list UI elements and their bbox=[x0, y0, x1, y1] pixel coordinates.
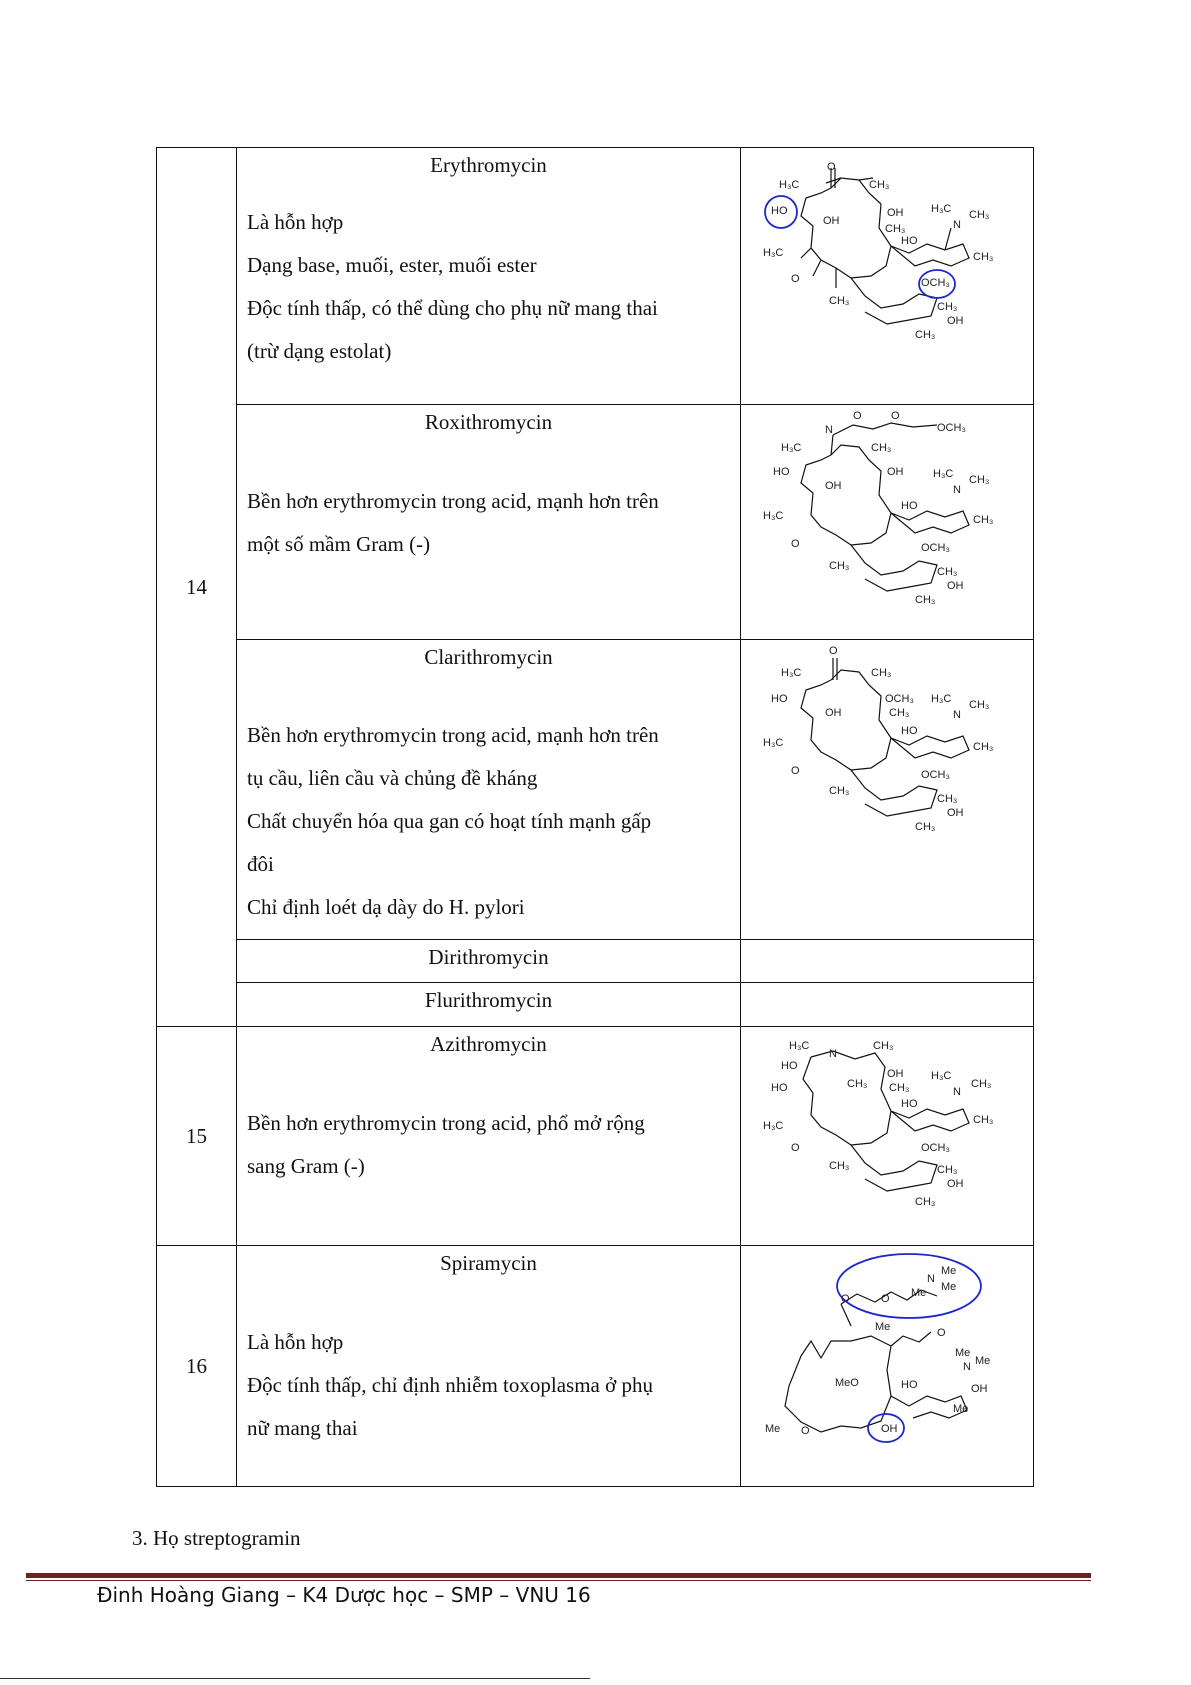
drug-name: Dirithromycin bbox=[428, 945, 549, 969]
drug-cell bbox=[237, 940, 741, 983]
chem-label: MeO bbox=[835, 1377, 859, 1389]
structure-cell bbox=[741, 148, 1034, 405]
drug-note: Bền hơn erythromycin trong acid, mạnh hơn trên bbox=[247, 489, 659, 513]
drug-table bbox=[156, 147, 1034, 1487]
chem-label: O bbox=[829, 645, 838, 657]
chem-label: CH₃ bbox=[915, 1196, 936, 1208]
chem-label: OH bbox=[947, 807, 964, 819]
roxithromycin-structure-image bbox=[741, 405, 1033, 639]
chem-label: N bbox=[829, 1048, 837, 1060]
drug-note: Độc tính thấp, chỉ định nhiễm toxoplasma ở phụ bbox=[247, 1373, 653, 1397]
chem-label: CH₃ bbox=[973, 251, 994, 263]
chem-label: CH₃ bbox=[973, 1114, 994, 1126]
structure-cell bbox=[741, 640, 1034, 940]
chem-label: O bbox=[841, 1293, 850, 1305]
drug-note: nữ mang thai bbox=[247, 1416, 358, 1440]
drug-name: Roxithromycin bbox=[424, 410, 553, 434]
chem-label: OCH₃ bbox=[921, 769, 950, 781]
drug-note: Bền hơn erythromycin trong acid, phổ mở rộng bbox=[247, 1111, 645, 1135]
chem-label: CH₃ bbox=[973, 741, 994, 753]
chem-label: CH₃ bbox=[871, 667, 892, 679]
chem-label: H₃C bbox=[931, 693, 952, 705]
chem-label: O bbox=[791, 1142, 800, 1154]
table-row bbox=[157, 640, 1034, 940]
chem-label: H₃C bbox=[789, 1040, 810, 1052]
chem-label: CH₃ bbox=[869, 179, 890, 191]
chem-label: Me bbox=[941, 1281, 957, 1293]
table-row bbox=[157, 1246, 1034, 1487]
chem-label: CH₃ bbox=[971, 1078, 992, 1090]
chem-label: HO bbox=[901, 1379, 918, 1391]
drug-note: đôi bbox=[247, 852, 274, 876]
drug-note: Chất chuyển hóa qua gan có hoạt tính mạnh gấp bbox=[247, 809, 652, 833]
drug-note: (trừ dạng estolat) bbox=[247, 339, 392, 363]
chem-label: O bbox=[881, 1293, 890, 1305]
page-footer: Đinh Hoàng Giang – K4 Dược học – SMP – VNU 16 bbox=[97, 1583, 591, 1607]
table-row bbox=[157, 983, 1034, 1027]
chem-label: CH₃ bbox=[915, 594, 936, 606]
chem-label: O bbox=[801, 1425, 810, 1437]
drug-note: một số mầm Gram (-) bbox=[247, 532, 431, 556]
drug-cell bbox=[237, 1027, 741, 1246]
structure-cell bbox=[741, 405, 1034, 640]
drug-cell bbox=[237, 405, 741, 640]
chem-label: OCH₃ bbox=[921, 1142, 950, 1154]
chem-label: O bbox=[791, 538, 800, 550]
drug-note: tụ cầu, liên cầu và chủng đề kháng bbox=[247, 766, 538, 790]
chem-label: N bbox=[825, 424, 833, 436]
chem-label: H₃C bbox=[931, 203, 952, 215]
chem-label: N bbox=[963, 1361, 971, 1373]
chem-label: H₃C bbox=[781, 442, 802, 454]
chem-label: CH₃ bbox=[969, 209, 990, 221]
drug-name: Azithromycin bbox=[430, 1032, 547, 1056]
chem-label: H₃C bbox=[781, 667, 802, 679]
chem-label: Me bbox=[765, 1423, 781, 1435]
chem-label: CH₃ bbox=[937, 301, 958, 313]
chem-label: CH₃ bbox=[915, 329, 936, 341]
chem-label: HO bbox=[771, 693, 788, 705]
chem-label: H₃C bbox=[779, 179, 800, 191]
drug-cell bbox=[237, 983, 741, 1027]
chem-label: CH₃ bbox=[937, 793, 958, 805]
drug-cell bbox=[237, 1246, 741, 1487]
chem-label: N bbox=[927, 1273, 935, 1285]
chem-label: CH₃ bbox=[937, 1164, 958, 1176]
chem-label: HO bbox=[901, 1098, 918, 1110]
chem-label: Me bbox=[911, 1287, 927, 1299]
group-number: 16 bbox=[157, 1246, 237, 1487]
chem-label: O bbox=[791, 765, 800, 777]
drug-note: Là hỗn hợp bbox=[247, 1330, 344, 1354]
chem-label: OH bbox=[947, 315, 964, 327]
drug-name: Spiramycin bbox=[440, 1251, 537, 1275]
chem-label: CH₃ bbox=[873, 1040, 894, 1052]
chem-label: OCH₃ bbox=[937, 422, 966, 434]
chem-label: Me bbox=[941, 1265, 957, 1277]
chem-label: CH₃ bbox=[885, 223, 906, 235]
chem-label: CH₃ bbox=[871, 442, 892, 454]
chem-label: N bbox=[953, 484, 961, 496]
chem-label: OCH₃ bbox=[921, 277, 950, 289]
chem-label: CH₃ bbox=[829, 560, 850, 572]
drug-cell bbox=[237, 640, 741, 940]
chem-label: O bbox=[853, 410, 862, 422]
footer-rule bbox=[26, 1573, 1091, 1578]
structure-cell bbox=[741, 1246, 1034, 1487]
chem-label: N bbox=[953, 1086, 961, 1098]
chem-label: CH₃ bbox=[969, 474, 990, 486]
table-row bbox=[157, 1027, 1034, 1246]
chem-label: CH₃ bbox=[889, 707, 910, 719]
chem-label: OH bbox=[881, 1423, 898, 1435]
footer-rule-thin bbox=[26, 1580, 1091, 1581]
page-bottom-line bbox=[0, 1678, 590, 1679]
structure-cell bbox=[741, 983, 1034, 1027]
chem-label: OH bbox=[971, 1383, 988, 1395]
chem-label: HO bbox=[781, 1060, 798, 1072]
group-number: 14 bbox=[157, 148, 237, 1027]
table-row bbox=[157, 148, 1034, 405]
chem-label: HO bbox=[901, 235, 918, 247]
chem-label: CH₃ bbox=[889, 1082, 910, 1094]
chem-label: CH₃ bbox=[915, 821, 936, 833]
section-heading: 3. Họ streptogramin bbox=[132, 1526, 301, 1550]
chem-label: N bbox=[953, 709, 961, 721]
chem-label: OH bbox=[947, 580, 964, 592]
chem-label: H₃C bbox=[763, 510, 784, 522]
chem-label: OH bbox=[947, 1178, 964, 1190]
group-number: 15 bbox=[157, 1027, 237, 1246]
chem-label: O bbox=[891, 410, 900, 422]
chem-label: Me bbox=[955, 1347, 971, 1359]
drug-name: Erythromycin bbox=[430, 153, 547, 177]
chem-label: O bbox=[937, 1327, 946, 1339]
drug-note: Dạng base, muối, ester, muối ester bbox=[247, 253, 537, 277]
chem-label: HO bbox=[901, 500, 918, 512]
drug-cell bbox=[237, 148, 741, 405]
table-row bbox=[157, 940, 1034, 983]
chem-label: HO bbox=[901, 725, 918, 737]
azithromycin-structure-image bbox=[741, 1027, 1033, 1245]
chem-label: H₃C bbox=[931, 1070, 952, 1082]
erythromycin-structure-image bbox=[741, 148, 1033, 404]
highlight-circle bbox=[837, 1254, 981, 1318]
chem-label: CH₃ bbox=[937, 566, 958, 578]
chem-label: OH bbox=[887, 466, 904, 478]
chem-label: CH₃ bbox=[829, 785, 850, 797]
chem-label: OH bbox=[825, 707, 842, 719]
chem-label: Me bbox=[875, 1321, 891, 1333]
chem-label: OH bbox=[823, 215, 840, 227]
chem-label: OH bbox=[887, 207, 904, 219]
drug-name: Clarithromycin bbox=[424, 645, 553, 669]
chem-label: H₃C bbox=[763, 737, 784, 749]
chem-label: HO bbox=[771, 205, 788, 217]
table-row bbox=[157, 405, 1034, 640]
clarithromycin-structure-image bbox=[741, 640, 1033, 939]
chem-label: OH bbox=[825, 480, 842, 492]
chem-label: Me bbox=[953, 1403, 969, 1415]
chem-label: Me bbox=[975, 1355, 991, 1367]
chem-label: HO bbox=[771, 1082, 788, 1094]
chem-label: N bbox=[953, 219, 961, 231]
drug-note: sang Gram (-) bbox=[247, 1154, 365, 1178]
chem-label: CH₃ bbox=[829, 295, 850, 307]
drug-note: Bền hơn erythromycin trong acid, mạnh hơn trên bbox=[247, 723, 659, 747]
chem-label: O bbox=[791, 273, 800, 285]
chem-label: CH₃ bbox=[829, 1160, 850, 1172]
chem-label: HO bbox=[773, 466, 790, 478]
drug-note: Độc tính thấp, có thể dùng cho phụ nữ mang thai bbox=[247, 296, 658, 320]
chem-label: OCH₃ bbox=[921, 542, 950, 554]
chem-label: CH₃ bbox=[847, 1078, 868, 1090]
chem-label: H₃C bbox=[763, 247, 784, 259]
drug-note: Là hỗn hợp bbox=[247, 210, 344, 234]
chem-label: OH bbox=[887, 1068, 904, 1080]
structure-cell bbox=[741, 940, 1034, 983]
chem-label: H₃C bbox=[933, 468, 954, 480]
spiramycin-structure-image bbox=[741, 1246, 1033, 1486]
drug-note: Chỉ định loét dạ dày do H. pylori bbox=[247, 895, 525, 919]
chem-label: O bbox=[827, 161, 836, 173]
structure-cell bbox=[741, 1027, 1034, 1246]
drug-name: Flurithromycin bbox=[424, 988, 553, 1012]
chem-label: CH₃ bbox=[969, 699, 990, 711]
chem-label: CH₃ bbox=[973, 514, 994, 526]
chem-label: OCH₃ bbox=[885, 693, 914, 705]
chem-label: H₃C bbox=[763, 1120, 784, 1132]
